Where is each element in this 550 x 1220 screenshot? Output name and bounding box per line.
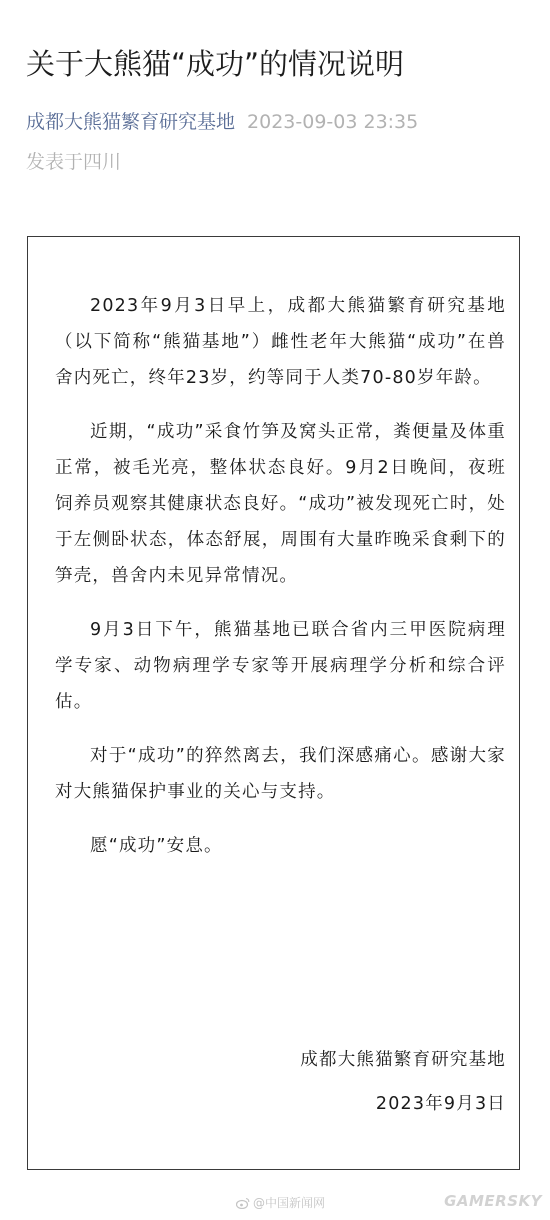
article-title: 关于大熊猫“成功”的情况说明 — [26, 47, 405, 81]
publish-datetime: 2023-09-03 23:35 — [247, 111, 419, 133]
notice-body — [55, 288, 506, 882]
weibo-watermark-text: @中国新闻网 — [253, 1196, 326, 1210]
notice-paragraph: 2023年9月3日早上，成都大熊猫繁育研究基地（以下简称“熊猫基地”）雌性老年大熊猫“成功”在兽舍内死亡，终年23岁，约等同于人类70-80岁年龄。 — [55, 296, 506, 388]
account-name-link[interactable]: 成都大熊猫繁育研究基地 — [26, 111, 236, 133]
weibo-icon — [236, 1197, 250, 1209]
publish-location: 发表于四川 — [26, 151, 122, 173]
signature-organization: 成都大熊猫繁育研究基地 — [300, 1050, 506, 1070]
weibo-watermark — [236, 1194, 325, 1211]
notice-paragraph: 愿“成功”安息。 — [90, 836, 223, 856]
notice-paragraph: 对于“成功”的猝然离去，我们深感痛心。感谢大家对大熊猫保护事业的关心与支持。 — [55, 746, 506, 802]
signature-date: 2023年9月3日 — [375, 1094, 506, 1114]
notice-paragraph: 9月3日下午，熊猫基地已联合省内三甲医院病理学专家、动物病理学专家等开展病理学分析和综合评估。 — [55, 620, 506, 712]
site-watermark: GAMERSKY — [444, 1192, 542, 1210]
notice-paragraph: 近期，“成功”采食竹笋及窝头正常，粪便量及体重正常，被毛光亮，整体状态良好。9月2日晚间，夜班饲养员观察其健康状态良好。“成功”被发现死亡时，处于左侧卧状态，体态舒展，周围有大量昨晚采食剩下的笋壳，兽舍内未见异常情况。 — [55, 422, 506, 586]
article-meta — [26, 108, 418, 136]
